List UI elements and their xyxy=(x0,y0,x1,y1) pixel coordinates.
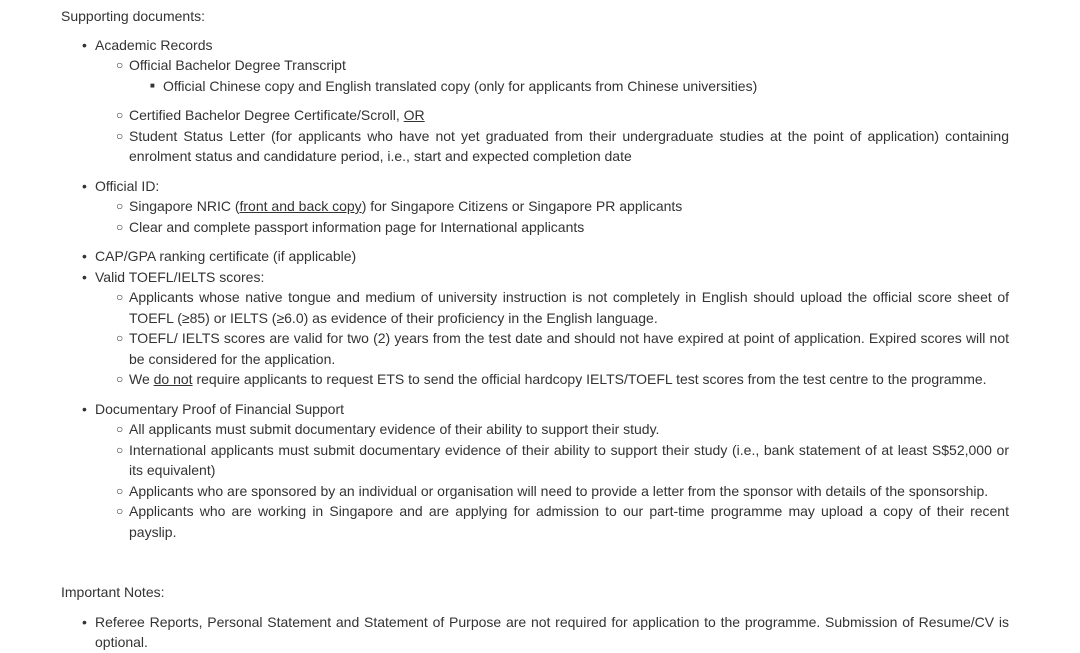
toefl-ielts-sublist xyxy=(61,287,1009,390)
list-item-financial-working xyxy=(95,501,1009,542)
do-not-underlined-text: do not xyxy=(153,371,193,387)
cap-gpa-text: CAP/GPA ranking certificate (if applicable) xyxy=(95,248,357,264)
financial-item-text: All applicants must submit documentary evidence of their ability to support their study. xyxy=(129,421,660,437)
circle-bullet: ○ xyxy=(116,422,124,436)
important-notes-list xyxy=(61,612,1009,653)
transcript-sublist xyxy=(61,76,1009,97)
financial-item-text: International applicants must submit documentary evidence of their ability to support their study (i.e., bank statement of at least S$52,000 or its equivalent) xyxy=(129,441,1009,478)
circle-bullet: ○ xyxy=(116,290,124,304)
chinese-copy-text: Official Chinese copy and English translated copy (only for applicants from Chinese universities) xyxy=(163,77,758,94)
ets-text-suffix: require applicants to request ETS to send the official hardcopy IELTS/TOEFL test scores from the test centre to the programme. xyxy=(192,371,987,387)
list-item-financial-international xyxy=(95,440,1009,481)
list-item-transcript xyxy=(95,55,1009,96)
financial-support-label: Documentary Proof of Financial Support xyxy=(95,400,345,417)
list-item-cap-gpa xyxy=(61,246,1009,267)
circle-bullet: ○ xyxy=(116,442,124,457)
list-item-toefl-ielts xyxy=(61,267,1009,390)
referee-reports-text: Referee Reports, Personal Statement and Statement of Purpose are not required for application to the programme. Submission of Resume/CV is optional. xyxy=(95,613,1009,650)
official-id-label: Official ID: xyxy=(95,177,160,194)
nric-text-suffix: ) for Singapore Citizens or Singapore PR applicants xyxy=(361,198,683,214)
square-bullet: ■ xyxy=(150,80,155,90)
official-id-sublist xyxy=(61,196,1009,237)
list-item-financial-all xyxy=(95,419,1009,440)
disc-bullet: • xyxy=(82,268,87,285)
native-tongue-text: Applicants whose native tongue and medium of university instruction is not completely in English should upload the official score sheet of TOEFL (≥85) or IELTS (≥6.0) as evidence of their proficiency in the English language. xyxy=(129,289,1009,326)
academic-records-label: Academic Records xyxy=(95,36,213,53)
disc-bullet: • xyxy=(82,177,87,194)
circle-bullet: ○ xyxy=(116,504,124,518)
list-item-native-tongue xyxy=(95,287,1009,328)
passport-text: Clear and complete passport information page for International applicants xyxy=(129,218,585,235)
list-item-status-letter xyxy=(95,126,1009,167)
list-item-financial-sponsored xyxy=(95,481,1009,502)
circle-bullet: ○ xyxy=(116,58,124,72)
financial-item-text: Applicants who are working in Singapore and are applying for admission to our part-time programme may upload a copy of their recent payslip. xyxy=(129,503,1009,540)
certificate-text: Certified Bachelor Degree Certificate/Scroll, xyxy=(129,107,404,123)
list-item-passport xyxy=(95,217,1009,238)
list-item-ets xyxy=(95,369,1009,390)
circle-bullet: ○ xyxy=(116,331,124,345)
list-item-official-id xyxy=(61,176,1009,238)
nric-text-prefix: Singapore NRIC ( xyxy=(129,198,240,214)
disc-bullet: • xyxy=(82,248,87,264)
list-item-academic-records xyxy=(61,35,1009,167)
circle-bullet: ○ xyxy=(116,108,124,122)
document-content xyxy=(61,6,1009,653)
transcript-text: Official Bachelor Degree Transcript xyxy=(129,57,346,73)
score-validity-text: TOEFL/ IELTS scores are valid for two (2) years from the test date and should not have expired at point of application. Expired scores will not be considered for the application. xyxy=(129,330,1009,367)
circle-bullet: ○ xyxy=(116,372,124,386)
disc-bullet: • xyxy=(82,36,87,53)
toefl-ielts-label: Valid TOEFL/IELTS scores: xyxy=(95,268,265,285)
supporting-documents-list xyxy=(61,35,1009,543)
academic-records-sublist xyxy=(61,55,1009,167)
list-item-referee-reports xyxy=(61,612,1009,653)
status-letter-text: Student Status Letter (for applicants who have not yet graduated from their undergraduate studies at the point of application) containing enrolment status and candidature period, i.e., start and expected completion date xyxy=(129,127,1009,164)
supporting-documents-heading: Supporting documents: xyxy=(61,8,205,24)
list-item-certificate xyxy=(95,105,1009,126)
circle-bullet: ○ xyxy=(116,128,124,143)
disc-bullet: • xyxy=(82,400,87,417)
circle-bullet: ○ xyxy=(116,219,124,234)
circle-bullet: ○ xyxy=(116,199,124,213)
circle-bullet: ○ xyxy=(116,483,124,498)
list-item-score-validity xyxy=(95,328,1009,369)
or-underlined-text: OR xyxy=(403,107,425,123)
financial-item-text: Applicants who are sponsored by an individual or organisation will need to provide a letter from the sponsor with details of the sponsorship. xyxy=(129,482,989,499)
list-item-nric xyxy=(95,196,1009,217)
disc-bullet: • xyxy=(82,613,87,630)
important-notes-heading: Important Notes: xyxy=(61,584,165,600)
list-item-financial-support xyxy=(61,399,1009,543)
list-item-chinese-copy xyxy=(129,76,1009,97)
ets-text-prefix: We xyxy=(129,371,154,387)
financial-support-sublist xyxy=(61,419,1009,542)
front-and-back-copy-text: front and back copy xyxy=(239,198,362,214)
